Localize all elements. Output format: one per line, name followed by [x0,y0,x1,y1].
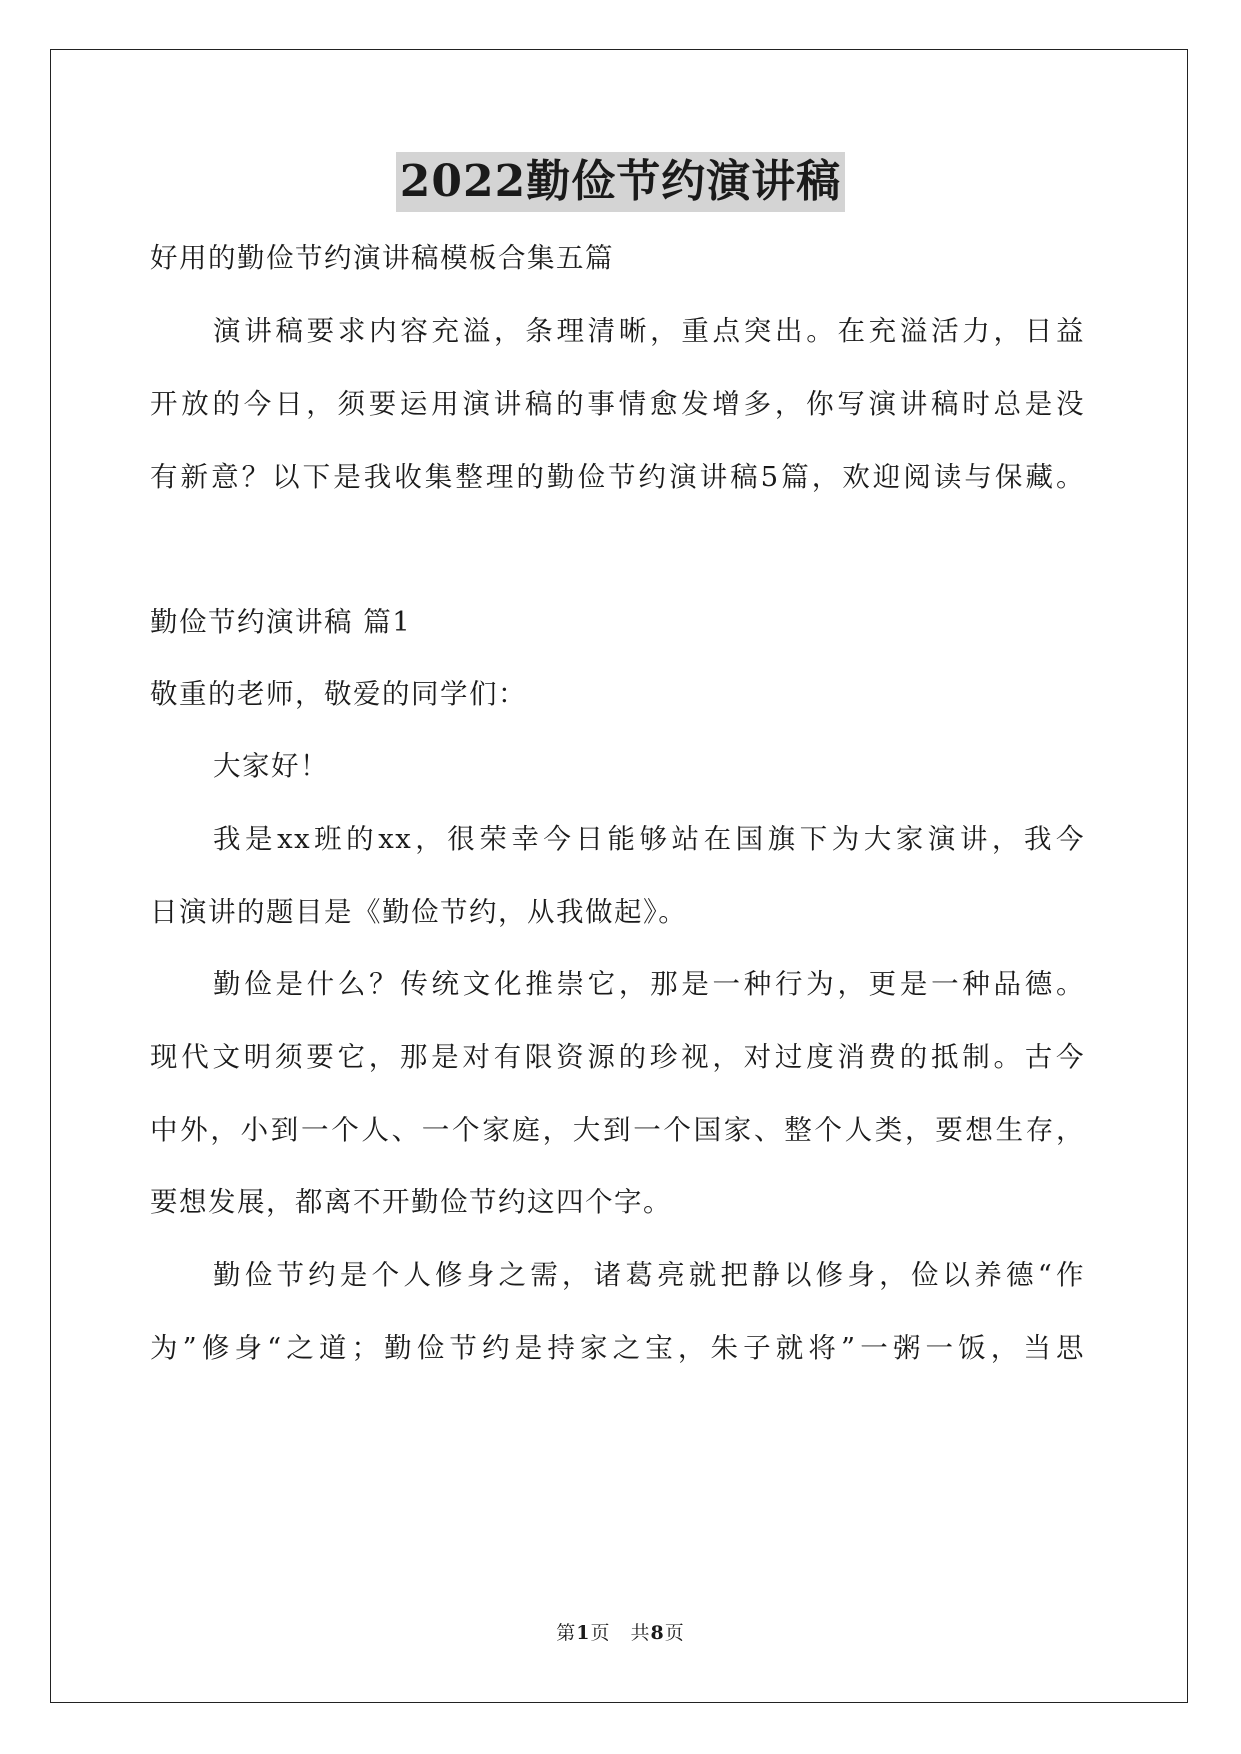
page-total: 8 [650,1622,665,1644]
page-border [50,49,1188,1703]
document-subtitle: 好用的勤俭节约演讲稿模板合集五篇 [150,242,614,274]
total-prefix: 共 [630,1622,651,1644]
salutation: 敬重的老师，敬爱的同学们： [150,678,527,710]
title-container [0,152,1241,212]
page-prefix: 第 [556,1622,577,1644]
paragraph-line: 勤俭节约是个人修身之需，诸葛亮就把静以修身，俭以养德“作 [213,1259,1085,1291]
greeting: 大家好！ [213,750,329,782]
paragraph-line: 勤俭是什么？传统文化推崇它，那是一种行为，更是一种品德。 [213,968,1085,1000]
intro-line: 演讲稿要求内容充溢，条理清晰，重点突出。在充溢活力，日益 [213,315,1085,347]
page-suffix: 页 [590,1622,611,1644]
total-suffix: 页 [664,1622,685,1644]
paragraph-line: 中外，小到一个人、一个家庭，大到一个国家、整个人类，要想生存， [150,1114,1085,1146]
intro-line: 有新意？以下是我收集整理的勤俭节约演讲稿5篇，欢迎阅读与保藏。 [150,461,1085,493]
section-heading: 勤俭节约演讲稿 篇1 [150,606,412,638]
paragraph-line: 为”修身“之道；勤俭节约是持家之宝，朱子就将”一粥一饭，当思 [150,1332,1085,1364]
paragraph-line: 日演讲的题目是《勤俭节约，从我做起》。 [150,896,688,928]
paragraph-line: 要想发展，都离不开勤俭节约这四个字。 [150,1186,672,1218]
paragraph-line: 我是xx班的xx，很荣幸今日能够站在国旗下为大家演讲，我今 [213,823,1085,855]
document-title: 2022勤俭节约演讲稿 [396,152,845,212]
intro-line: 开放的今日，须要运用演讲稿的事情愈发增多，你写演讲稿时总是没 [150,388,1085,420]
page-footer [0,1618,1241,1645]
paragraph-line: 现代文明须要它，那是对有限资源的珍视，对过度消费的抵制。古今 [150,1041,1085,1073]
page-current: 1 [576,1622,591,1644]
